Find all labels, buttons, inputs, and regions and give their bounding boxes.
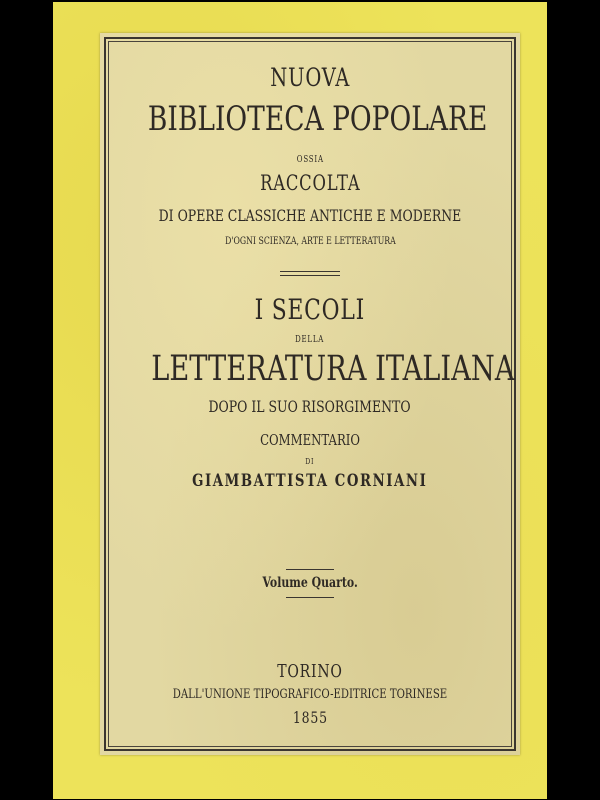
della-text: DELLA [295,335,325,345]
divider-rule [280,271,340,272]
commentario-text: COMMENTARIO [260,431,360,449]
opere-text: DI OPERE CLASSICHE ANTICHE E MODERNE [158,206,462,225]
di-text: DI [305,457,315,466]
series-line-1: NUOVA [270,63,350,92]
publisher-name: DALL'UNIONE TIPOGRAFICO-EDITRICE TORINESE [172,687,448,702]
publication-city: TORINO [277,661,343,682]
publication-year: 1855 [292,708,328,727]
series-line-2: BIBLIOTECA POPOLARE [147,99,488,139]
volume-label: Volume Quarto. [262,575,358,591]
book-subtitle: DOPO IL SUO RISORGIMENTO [208,397,412,416]
page-border-inner [108,41,512,747]
divider-rule [280,275,340,276]
book-title-line-1: I SECOLI [254,293,366,326]
volume-rule-top [286,569,334,570]
book-title-line-2: LETTERATURA ITALIANA [151,349,515,389]
ossia-text: OSSIA [296,155,324,165]
author-name: GIAMBATTISTA CORNIANI [192,471,428,491]
scienza-text: D'OGNI SCIENZA, ARTE E LETTERATURA [224,236,396,247]
raccolta-text: RACCOLTA [259,171,361,195]
volume-rule-bottom [286,597,334,598]
title-page [100,33,520,755]
